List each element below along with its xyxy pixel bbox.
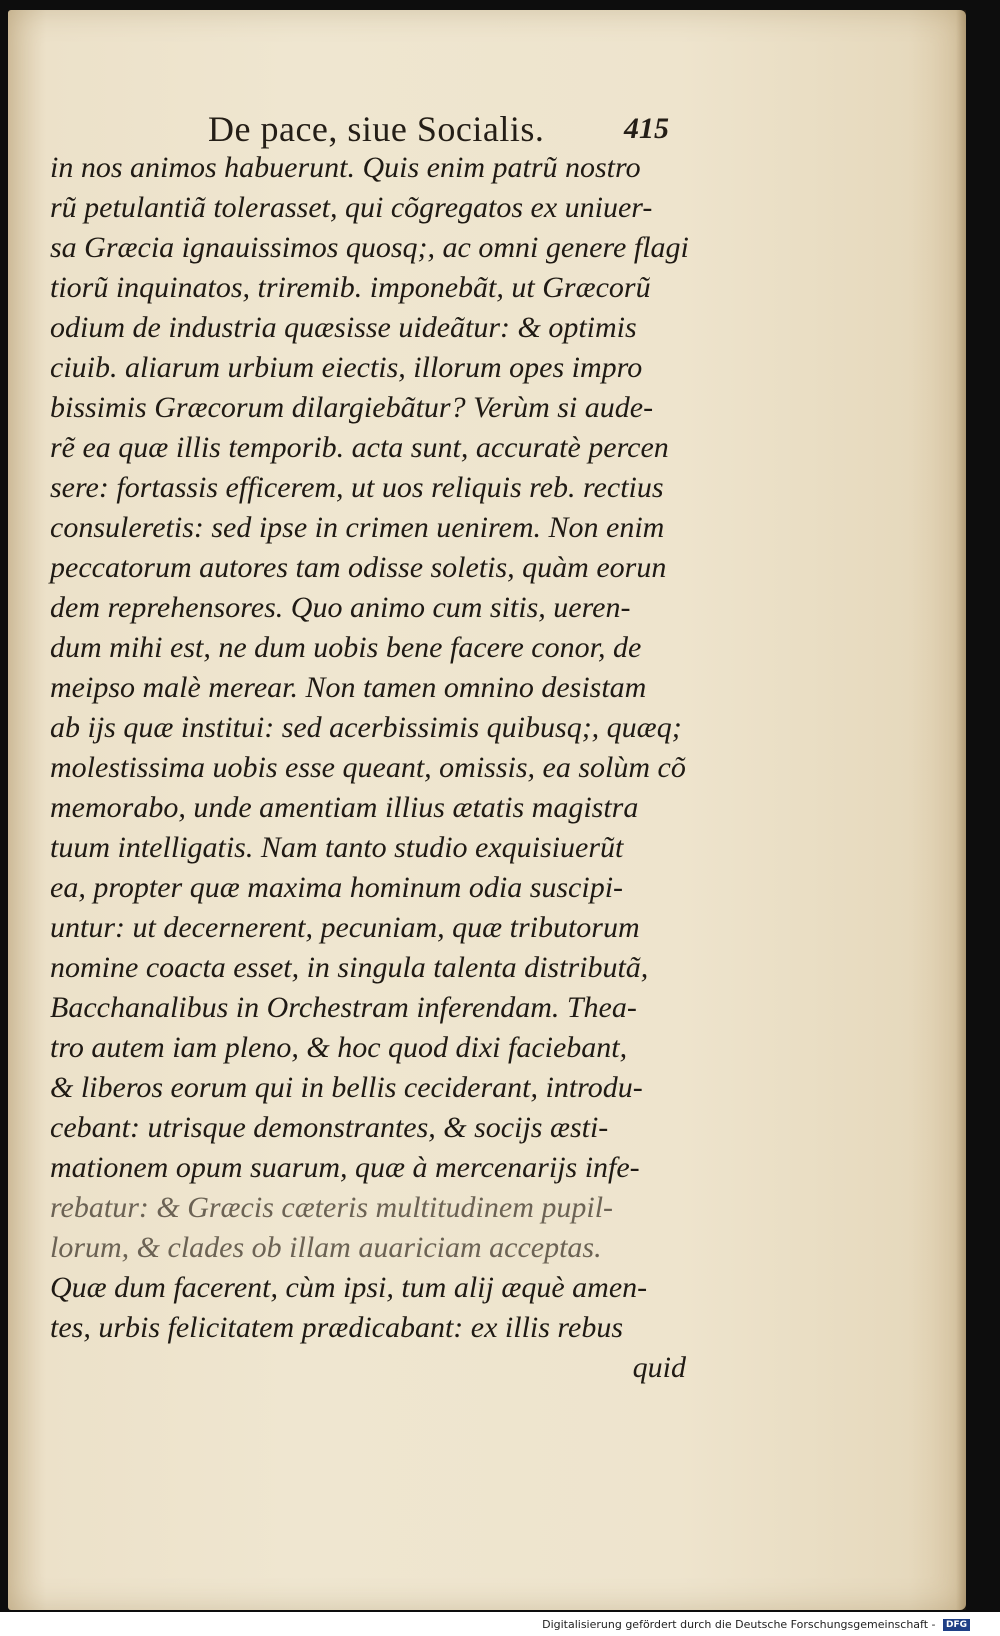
- page-edge-shadow: [956, 10, 966, 1610]
- catchword: quid: [632, 1351, 686, 1384]
- text-line: bissimis Græcorum dilargiebãtur? Verùm si aude-: [50, 391, 654, 424]
- text-line: ea, propter quæ maxima hominum odia suscipi-: [50, 871, 624, 904]
- text-line: sere: fortassis efficerem, ut uos reliquis reb. rectius: [50, 471, 664, 504]
- text-line: tro autem iam pleno, & hoc quod dixi faciebant,: [50, 1031, 628, 1064]
- text-line: memorabo, unde amentiam illius ætatis magistra: [50, 791, 639, 824]
- text-line: nomine coacta esset, in singula talenta distributã,: [50, 951, 649, 984]
- text-line: in nos animos habuerunt. Quis enim patrũ nostro: [50, 151, 641, 184]
- text-line: tes, urbis felicitatem prædicabant: ex illis rebus: [50, 1311, 623, 1344]
- dfg-logo: DFG: [943, 1619, 970, 1631]
- page-number: 415: [624, 112, 669, 145]
- text-line: consuleretis: sed ipse in crimen uenirem. Non enim: [50, 511, 665, 544]
- text-line: ciuib. aliarum urbium eiectis, illorum opes impro: [50, 351, 643, 384]
- text-line: Bacchanalibus in Orchestram inferendam. Thea-: [50, 991, 637, 1024]
- text-line: ab ijs quæ institui: sed acerbissimis quibusq;, quæq;: [50, 711, 682, 744]
- text-line: dem reprehensores. Quo animo cum sitis, ueren-: [50, 591, 631, 624]
- text-line: rebatur: & Græcis cæteris multitudinem pupil-: [50, 1191, 614, 1224]
- text-line: cebant: utrisque demonstrantes, & socijs æsti-: [50, 1111, 609, 1144]
- running-head: De pace, siue Socialis.: [208, 109, 545, 149]
- book-page: [8, 10, 966, 1610]
- text-line: & liberos eorum qui in bellis ceciderant, introdu-: [50, 1071, 643, 1104]
- text-line: sa Græcia ignauissimos quosq;, ac omni genere flagi: [50, 231, 689, 264]
- text-line: tiorũ inquinatos, triremib. imponebãt, ut Græcorũ: [50, 271, 651, 304]
- text-line: mationem opum suarum, quæ à mercenarijs infe-: [50, 1151, 640, 1184]
- text-line: lorum, & clades ob illam auariciam acceptas.: [50, 1231, 602, 1264]
- body-text: [50, 148, 689, 1388]
- text-line: odium de industria quæsisse uideãtur: & optimis: [50, 311, 637, 344]
- digitization-credit: [542, 1618, 970, 1631]
- text-line: tuum intelligatis. Nam tanto studio exquisiuerũt: [50, 831, 624, 864]
- text-line: dum mihi est, ne dum uobis bene facere conor, de: [50, 631, 642, 664]
- text-line: meipso malè merear. Non tamen omnino desistam: [50, 671, 647, 704]
- text-line: Quæ dum facerent, cùm ipsi, tum alij æquè amen-: [50, 1271, 648, 1304]
- text-line: molestissima uobis esse queant, omissis, ea solùm cõ: [50, 751, 686, 784]
- credit-text: Digitalisierung gefördert durch die Deutsche Forschungsgemeinschaft -: [542, 1618, 936, 1631]
- text-line: rũ petulantiã tolerasset, qui cõgregatos ex uniuer-: [50, 191, 653, 224]
- text-line: rẽ ea quæ illis temporib. acta sunt, accuratè percen: [50, 431, 669, 464]
- text-line: untur: ut decernerent, pecuniam, quæ tributorum: [50, 911, 640, 944]
- text-line: peccatorum autores tam odisse soletis, quàm eorun: [50, 551, 667, 584]
